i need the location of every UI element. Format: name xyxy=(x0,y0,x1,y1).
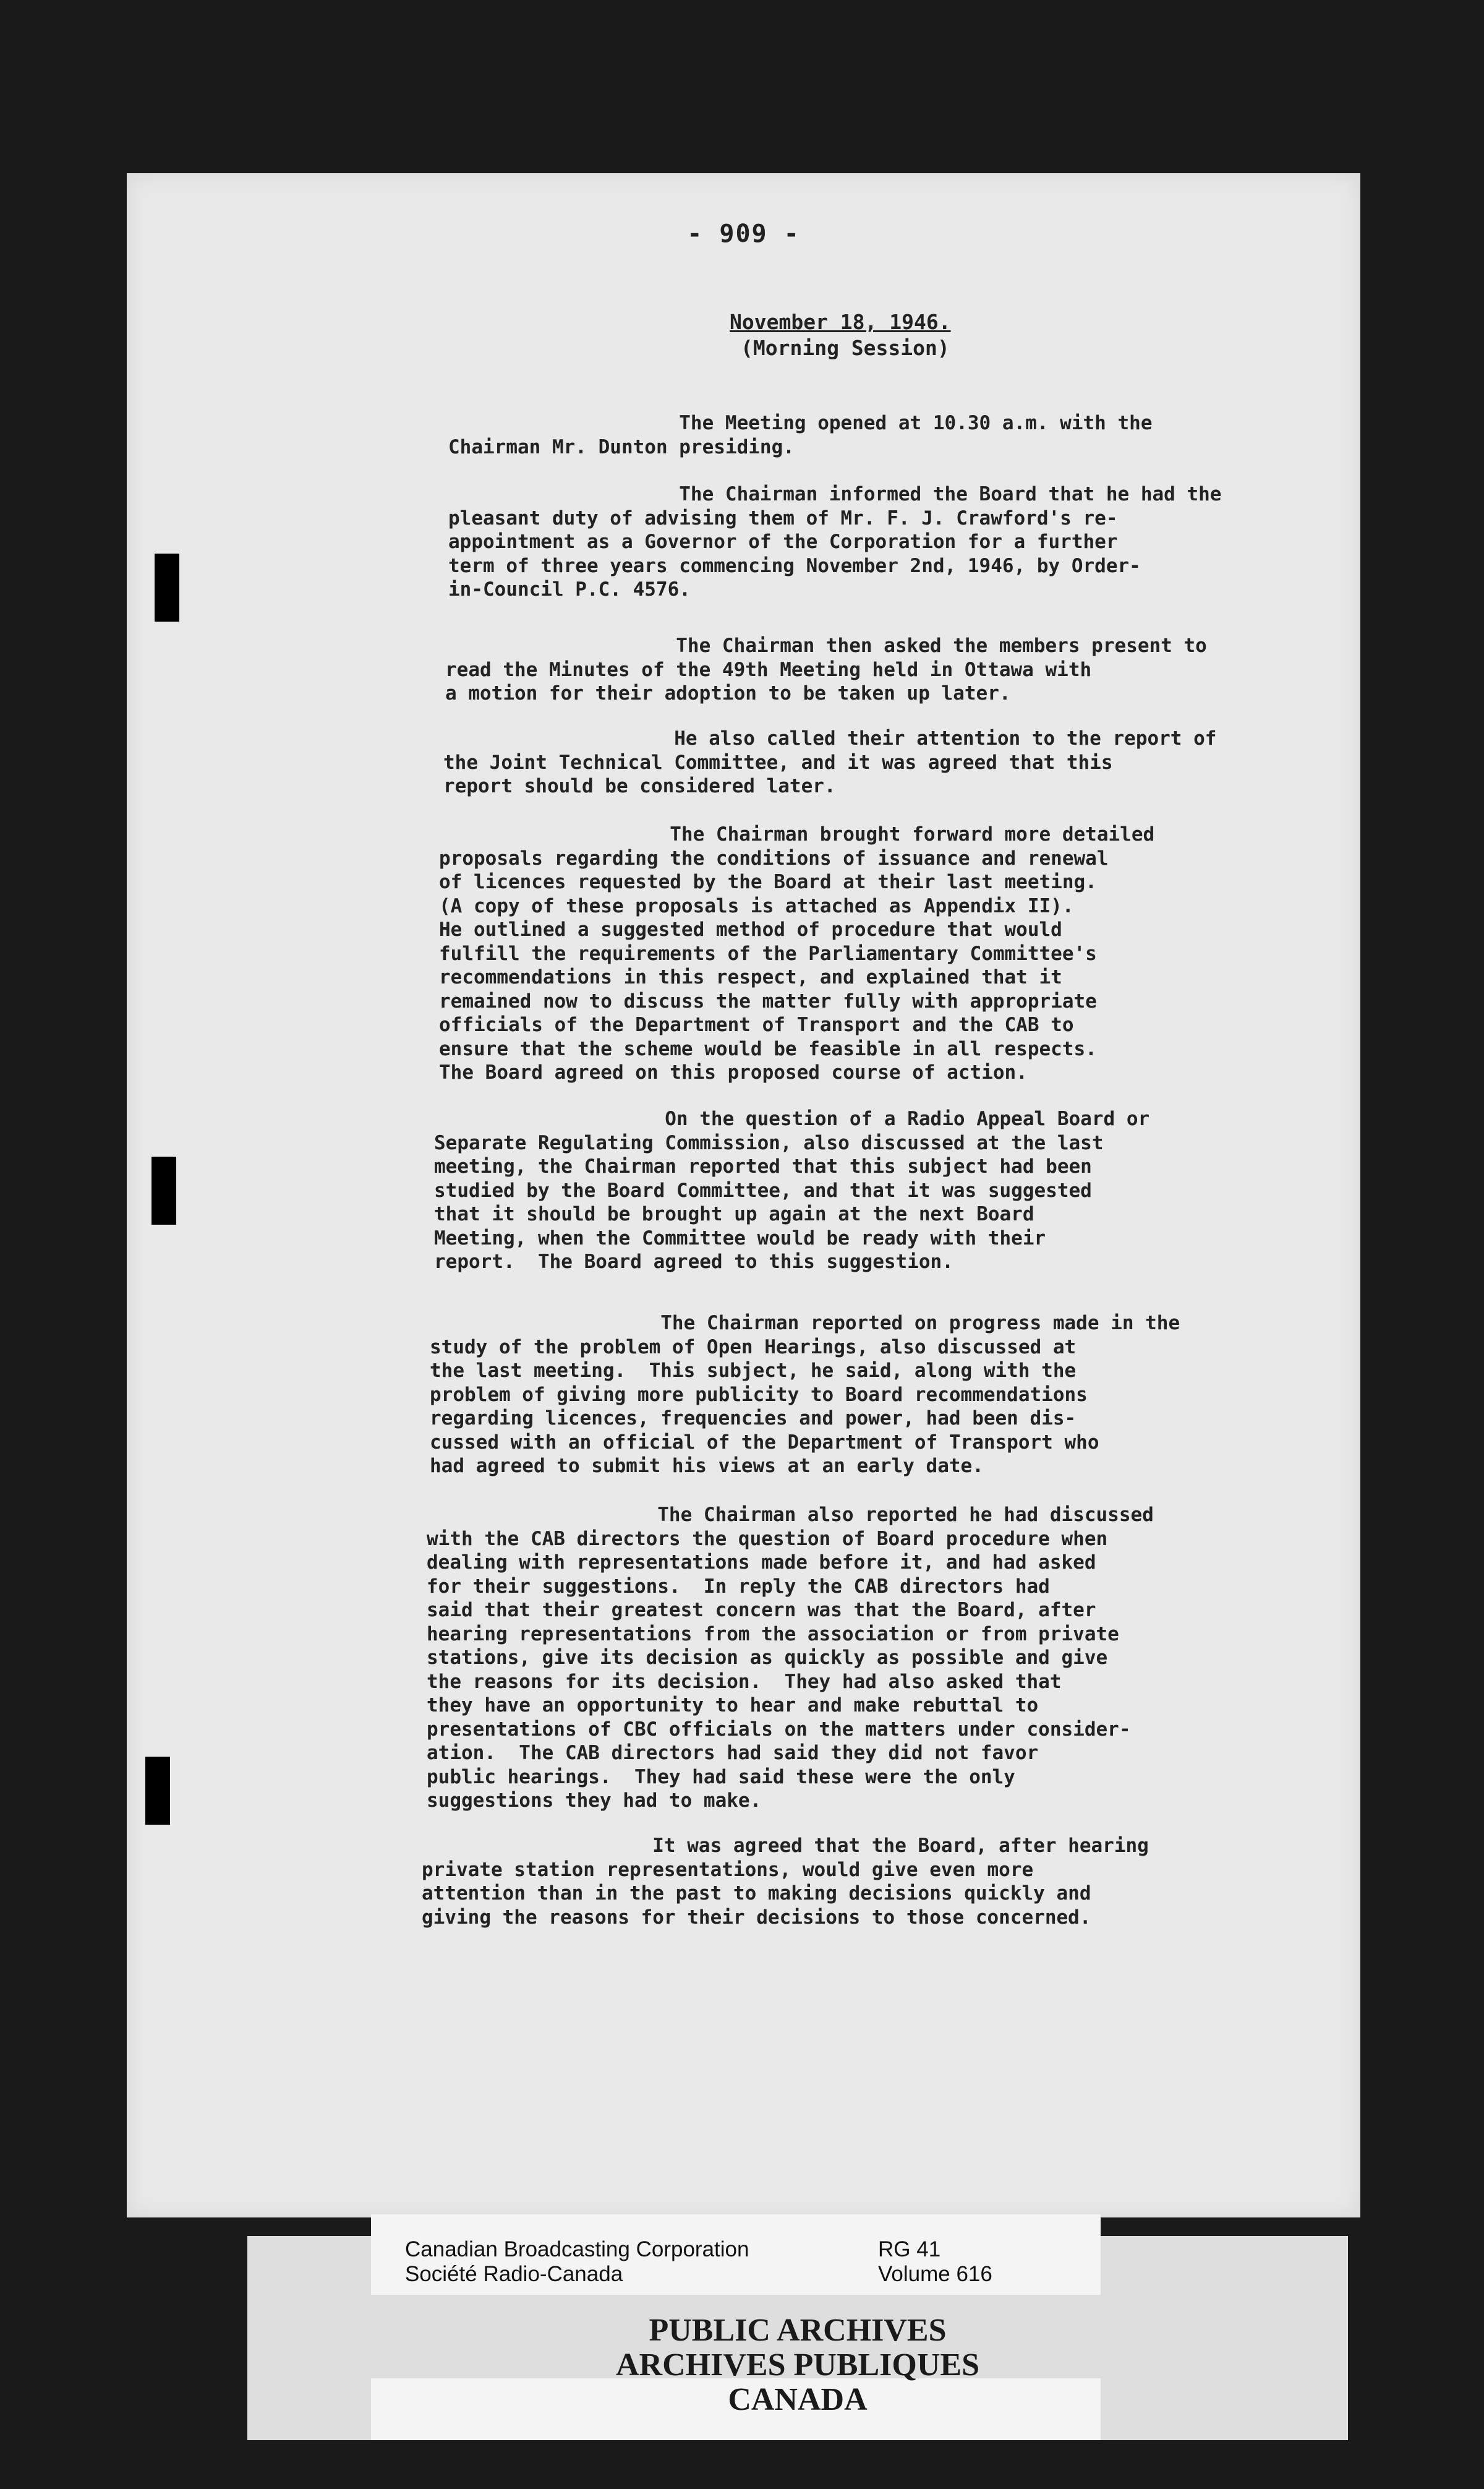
stamp-line-1: PUBLIC ARCHIVES xyxy=(649,2313,947,2348)
archive-label-card xyxy=(371,2214,1101,2295)
paragraph-7: The Chairman reported on progress made in the study of the problem of Open Hearings, also discussed at the last meeting. This subject, he said, along with the problem of giving more publicity to Board recommendations regarding licences, frequencies and power, had been dis- cussed with an official of the Department of Transport who had agreed to submit his views at an early date. xyxy=(430,1312,1180,1477)
paragraph-2: The Chairman informed the Board that he had the pleasant duty of advising them of Mr. F. J. Crawford's re- appointment as a Governor of the Corporation for a further term of three years commencing November 2nd, 1946, by Order- in-Council P.C. 4576. xyxy=(448,483,1222,601)
label-org-fr: Société Radio-Canada xyxy=(405,2262,623,2286)
label-volume: Volume 616 xyxy=(878,2262,992,2286)
page-number: - 909 - xyxy=(687,220,800,248)
paragraph-4: He also called their attention to the report of the Joint Technical Committee, and it was agreed that this report should be considered later. xyxy=(443,727,1217,797)
stamp-line-3: CANADA xyxy=(728,2382,868,2417)
document-page xyxy=(127,173,1360,2217)
meeting-date: November 18, 1946. xyxy=(730,310,951,334)
label-org-en: Canadian Broadcasting Corporation xyxy=(405,2237,749,2261)
paragraph-9: It was agreed that the Board, after hearing private station representations, would give even more attention than in the past to making decisions quickly and giving the reasons for their decisions to those concerned. xyxy=(422,1835,1149,1929)
stamp-line-2: ARCHIVES PUBLIQUES xyxy=(615,2347,980,2383)
paragraph-1: The Meeting opened at 10.30 a.m. with the Chairman Mr. Dunton presiding. xyxy=(448,412,1153,458)
binder-tab-bottom xyxy=(145,1757,170,1825)
meeting-date-block xyxy=(730,309,951,361)
paragraph-5: The Chairman brought forward more detailed proposals regarding the conditions of issuance and renewal of licences requested by the Board at their last meeting. (A copy of these proposals is attached as Appendix II). He outlined a suggested method of procedure that would fulfill the requirements of the Parliamentary Committee's recommendations in this respect, and explained that it remained now to discuss the matter fully with appropriate officials of the Department of Transport and the CAB to ensure that the scheme would be feasible in all respects. The Board agreed on this proposed course of action. xyxy=(439,823,1155,1084)
label-record-group: RG 41 xyxy=(878,2237,941,2261)
binder-tab-top xyxy=(155,554,179,622)
binder-tab-middle xyxy=(151,1157,176,1225)
paragraph-3: The Chairman then asked the members present to read the Minutes of the 49th Meeting held in Ottawa with a motion for their adoption to be taken up later. xyxy=(445,635,1207,705)
paragraph-8: The Chairman also reported he had discussed with the CAB directors the question of Board procedure when dealing with representations made before it, and had asked for their suggestions. In reply the CAB directors had said that their greatest concern was that the Board, after hearing representations from the association or from private stations, give its decision as quickly as possible and give the reasons for its decision. They had also asked that they have an opportunity to hear and make rebuttal to presentations of CBC officials on the matters under consider- ation. The CAB directors had said they did not favor public hearings. They had said these were the only suggestions they had to make. xyxy=(427,1504,1154,1812)
meeting-session: (Morning Session) xyxy=(741,336,950,360)
paragraph-6: On the question of a Radio Appeal Board or Separate Regulating Commission, also discussed at the last meeting, the Chairman reported that this subject had been studied by the Board Committee, and that it was suggested that it should be brought up again at the next Board Meeting, when the Committee would be ready with their report. The Board agreed to this suggestion. xyxy=(434,1108,1150,1273)
archive-stamp xyxy=(247,2313,1348,2417)
